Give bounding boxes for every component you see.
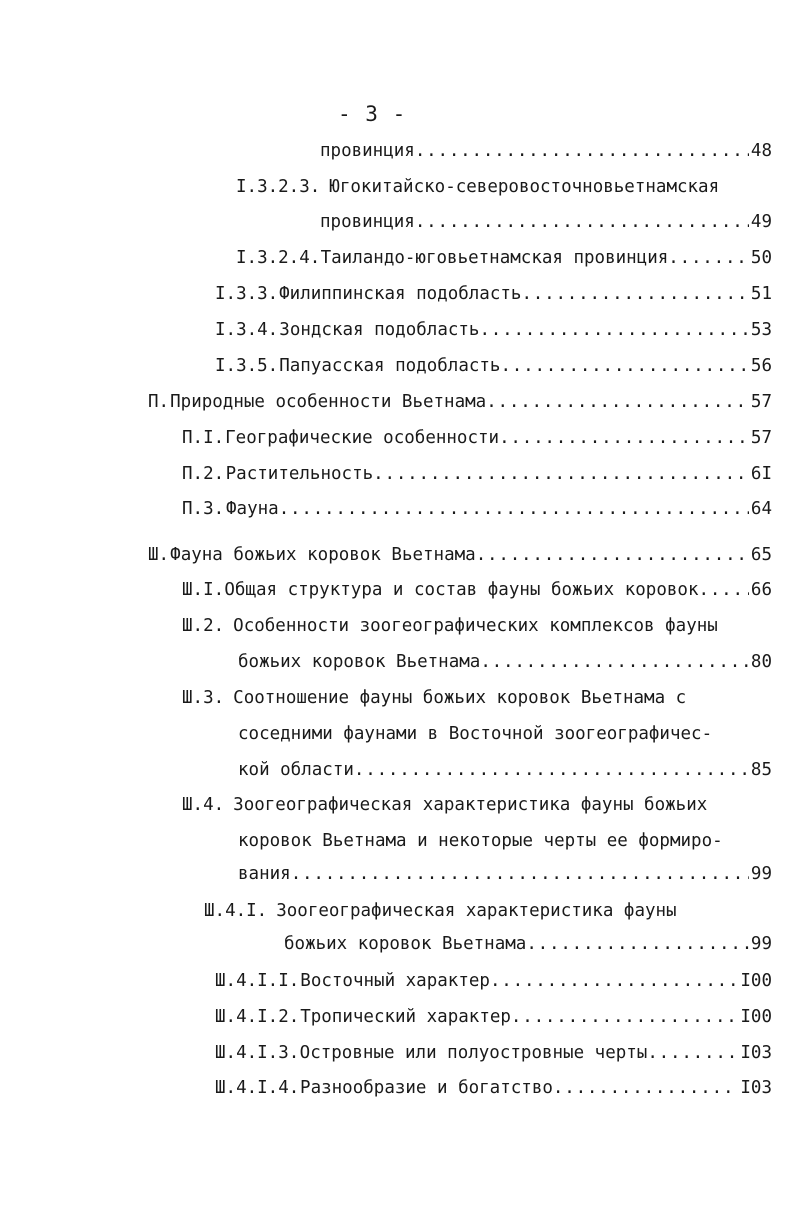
dot-leader: [279, 497, 749, 521]
dot-leader: [698, 578, 748, 602]
dot-leader: [415, 139, 749, 163]
toc-title: соседними фаунами в Восточной зоогеографичес-: [238, 724, 713, 744]
toc-number: Ш.I.: [182, 580, 225, 600]
dot-leader: [476, 543, 749, 567]
toc-page: I03: [740, 1043, 772, 1063]
toc-page: 99: [750, 934, 772, 954]
toc-number: Ш.: [148, 545, 170, 565]
toc-entry: [148, 390, 772, 414]
toc-number: Ш.4.I.4.: [215, 1078, 300, 1098]
toc-page: I03: [740, 1078, 772, 1098]
toc-title: Папуасская подобласть: [279, 356, 501, 376]
toc-entry: [284, 932, 772, 956]
toc-number: Ш.4.I.2.: [215, 1007, 300, 1027]
toc-number: Ш.3.: [182, 688, 225, 708]
dot-leader: [480, 650, 749, 674]
dot-leader: [553, 1076, 738, 1100]
toc-title: Восточный характер: [300, 971, 490, 991]
toc-entry: [182, 793, 707, 817]
toc-title: кой области: [238, 760, 354, 780]
toc-title: провинция: [320, 141, 415, 161]
toc-title: коровок Вьетнама и некоторые черты ее формиро-: [238, 831, 723, 851]
dot-leader: [500, 354, 748, 378]
toc-entry: [204, 899, 677, 923]
toc-entry: [215, 318, 772, 342]
dot-leader: [668, 246, 749, 270]
toc-title: Зондская подобласть: [279, 320, 480, 340]
toc-number: П.2.: [182, 464, 225, 484]
toc-title: вания: [238, 864, 291, 884]
toc-page: 85: [750, 760, 772, 780]
toc-number: П.3.: [182, 499, 225, 519]
toc-entry: [182, 462, 772, 486]
toc-page: 64: [750, 499, 772, 519]
toc-entry: [148, 543, 772, 567]
toc-number: I.3.2.4.: [236, 248, 321, 268]
dot-leader: [373, 462, 749, 486]
toc-page: 57: [750, 392, 772, 412]
toc-title: Таиландо-юговьетнамская провинция: [320, 248, 669, 268]
toc-entry: [320, 139, 772, 163]
dot-leader: [415, 210, 749, 234]
toc-number: П.I.: [182, 428, 225, 448]
toc-title: Фауна: [226, 499, 279, 519]
toc-page: 65: [750, 545, 772, 565]
toc-number: Ш.4.: [182, 795, 225, 815]
toc-entry: [215, 282, 772, 306]
toc-entry: [238, 862, 772, 886]
dot-leader: [526, 932, 749, 956]
toc-title: Островные или полуостровные черты: [299, 1043, 648, 1063]
toc-page: 53: [750, 320, 772, 340]
toc-entry: [238, 829, 723, 853]
dot-leader: [479, 318, 748, 342]
toc-title: божьих коровок Вьетнама: [284, 934, 527, 954]
toc-number: Ш.2.: [182, 616, 225, 636]
dot-leader: [521, 282, 748, 306]
toc-entry: [238, 650, 772, 674]
dot-leader: [490, 969, 738, 993]
toc-entry: [215, 969, 772, 993]
toc-entry: [236, 175, 719, 199]
toc-title: Филиппинская подобласть: [279, 284, 522, 304]
toc-title: Разнообразие и богатство: [300, 1078, 553, 1098]
toc-page: 6I: [750, 464, 772, 484]
toc-page: 50: [750, 248, 772, 268]
toc-number: Ш.4.I.3.: [215, 1043, 300, 1063]
toc-entry: [182, 686, 686, 710]
dot-leader: [499, 426, 749, 450]
dot-leader: [291, 862, 749, 886]
toc-page: 56: [750, 356, 772, 376]
toc-page: 57: [750, 428, 772, 448]
toc-page: 99: [750, 864, 772, 884]
dot-leader: [486, 390, 749, 414]
dot-leader: [511, 1005, 738, 1029]
toc-entry: [182, 578, 772, 602]
toc-entry: [238, 758, 772, 782]
toc-title: провинция: [320, 212, 415, 232]
toc-number: I.3.4.: [215, 320, 279, 340]
toc-number: I.3.2.3.: [236, 177, 321, 197]
toc-title: Растительность: [225, 464, 374, 484]
toc-title: Фауна божьих коровок Вьетнама: [170, 545, 476, 565]
toc-number: I.3.5.: [215, 356, 279, 376]
dot-leader: [647, 1041, 738, 1065]
toc-page: 80: [750, 652, 772, 672]
toc-title: Зоогеографическая характеристика фауны божьих: [233, 795, 708, 815]
toc-entry: [215, 1076, 772, 1100]
toc-entry: [182, 426, 772, 450]
page-number: - 3 -: [338, 102, 407, 126]
toc-page: I00: [740, 1007, 772, 1027]
toc-entry: [215, 354, 772, 378]
toc-number: П.: [148, 392, 170, 412]
toc-title: божьих коровок Вьетнама: [238, 652, 481, 672]
toc-page: 48: [750, 141, 772, 161]
toc-title: Природные особенности Вьетнама: [170, 392, 487, 412]
toc-title: Географические особенности: [225, 428, 500, 448]
toc-number: I.3.3.: [215, 284, 279, 304]
toc-title: Особенности зоогеографических комплексов фауны: [233, 616, 718, 636]
toc-entry: [182, 497, 772, 521]
toc-page: 66: [750, 580, 772, 600]
toc-title: Общая структура и состав фауны божьих коровок: [224, 580, 699, 600]
toc-entry: [236, 246, 772, 270]
toc-entry: [238, 722, 712, 746]
toc-number: Ш.4.I.: [204, 901, 268, 921]
dot-leader: [354, 758, 749, 782]
toc-entry: [182, 614, 718, 638]
toc-page: I00: [740, 971, 772, 991]
toc-entry: [215, 1005, 772, 1029]
toc-entry: [320, 210, 772, 234]
toc-title: Югокитайско-северовосточновьетнамская: [329, 177, 720, 197]
toc-title: Соотношение фауны божьих коровок Вьетнама с: [233, 688, 687, 708]
toc-number: Ш.4.I.I.: [215, 971, 300, 991]
toc-page: 49: [750, 212, 772, 232]
toc-title: Зоогеографическая характеристика фауны: [276, 901, 677, 921]
toc-title: Тропический характер: [300, 1007, 511, 1027]
toc-entry: [215, 1041, 772, 1065]
toc-page: 51: [750, 284, 772, 304]
